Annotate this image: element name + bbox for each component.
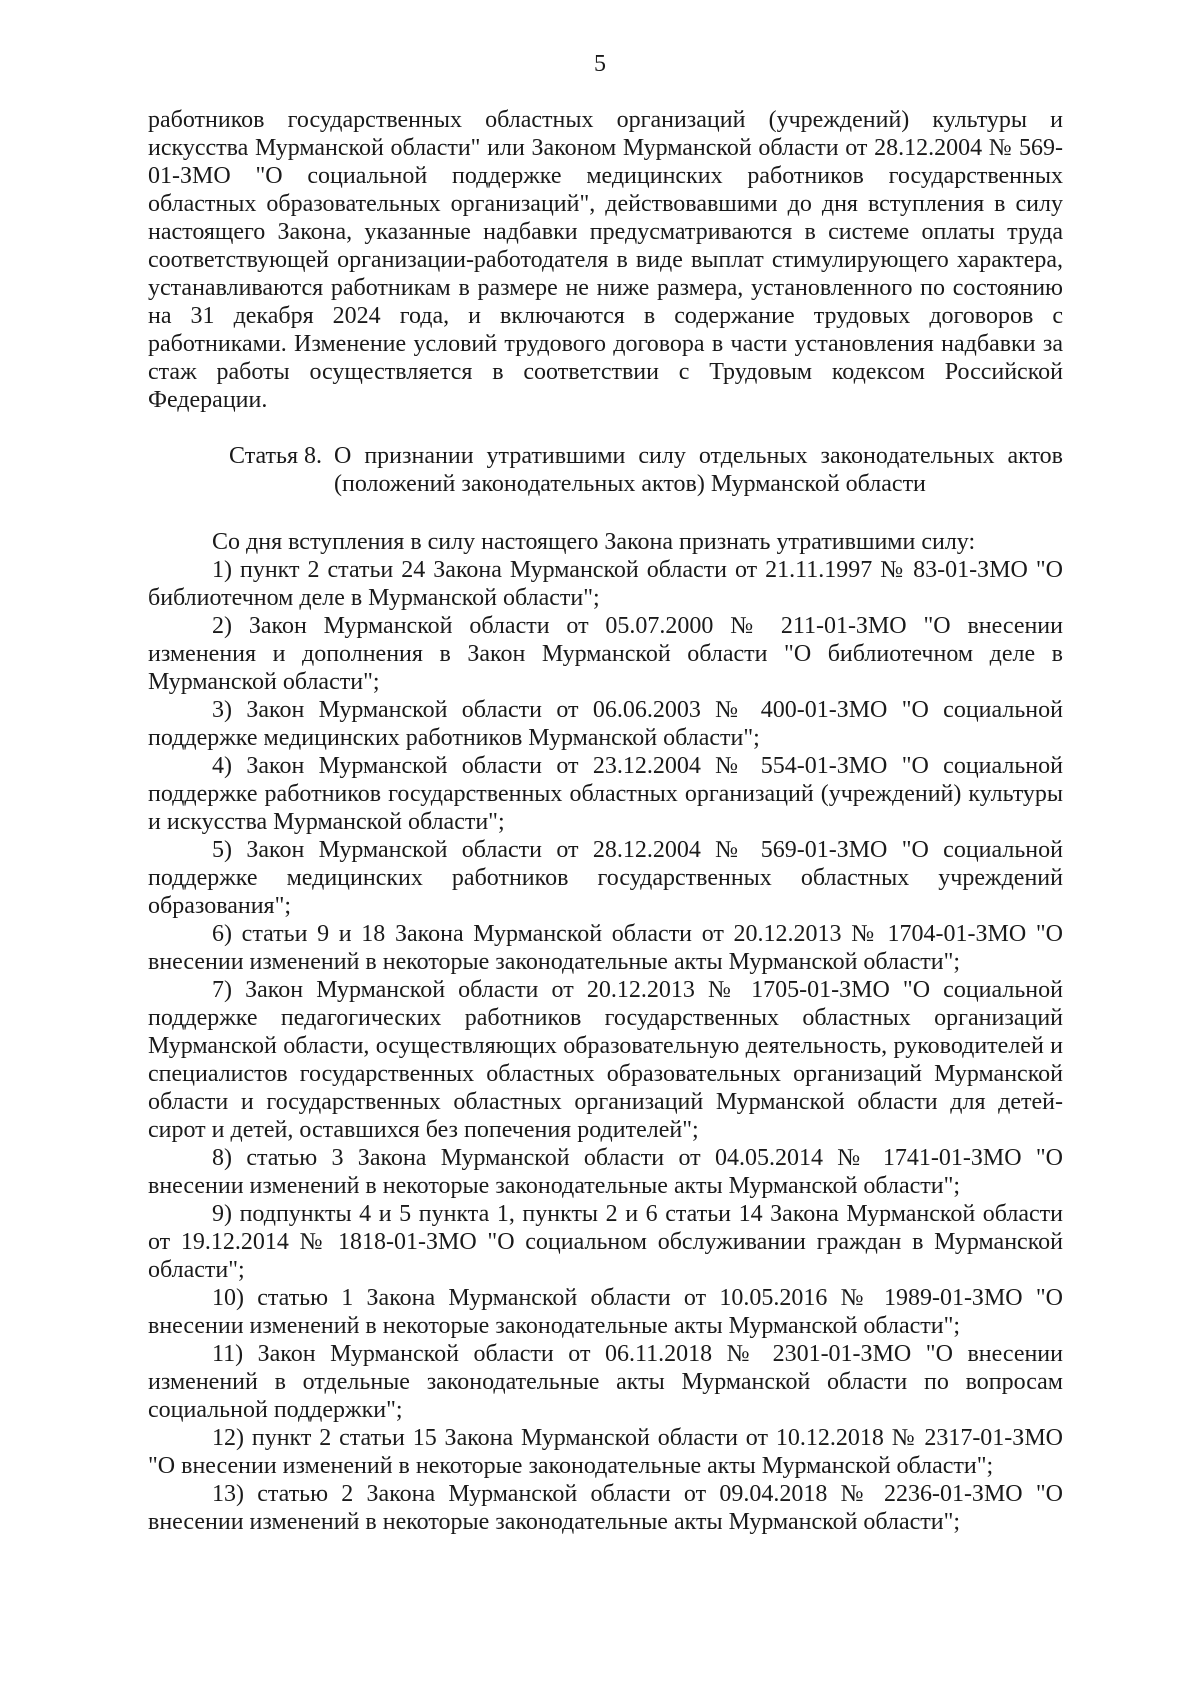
continuation-paragraph: работников государственных областных организаций (учреждений) культуры и искусства Мурманской области" или Законом Мурманской области от 28.12.2004 № 569-01-ЗМО "О социальной поддержке медицинских работников государственных областных образовательных организаций", действовавшими до дня вступления в силу настоящего Закона, указанные надбавки предусматриваются в системе оплаты труда соответствующей организации-работодателя в виде выплат стимулирующего характера, устанавливаются работникам в размере не ниже размера, установленного по состоянию на 31 декабря 2024 года, и включаются в содержание трудовых договоров с работниками. Изменение условий трудового договора в части установления надбавки за стаж работы осуществляется в соответствии с Трудовым кодексом Российской Федерации. — [148, 107, 1063, 413]
list-item: 6) статьи 9 и 18 Закона Мурманской области от 20.12.2013 № 1704-01-ЗМО "О внесении изменений в некоторые законодательные акты Мурманской области"; — [148, 921, 1063, 975]
document-body — [148, 106, 1063, 1536]
list-item: 8) статью 3 Закона Мурманской области от 04.05.2014 № 1741-01-ЗМО "О внесении изменений в некоторые законодательные акты Мурманской области"; — [148, 1145, 1063, 1199]
article-heading — [148, 442, 1063, 498]
list-item: 4) Закон Мурманской области от 23.12.2004 № 554-01-ЗМО "О социальной поддержке работников государственных областных организаций (учреждений) культуры и искусства Мурманской области"; — [148, 753, 1063, 835]
list-item: 3) Закон Мурманской области от 06.06.2003 № 400-01-ЗМО "О социальной поддержке медицинских работников Мурманской области"; — [148, 697, 1063, 751]
list-item: 13) статью 2 Закона Мурманской области от 09.04.2018 № 2236-01-ЗМО "О внесении изменений в некоторые законодательные акты Мурманской области"; — [148, 1481, 1063, 1535]
intro-paragraph: Со дня вступления в силу настоящего Закона признать утратившими силу: — [212, 529, 976, 555]
list-item: 5) Закон Мурманской области от 28.12.2004 № 569-01-ЗМО "О социальной поддержке медицинских работников государственных областных учреждений образования"; — [148, 837, 1063, 919]
repealed-acts-list — [148, 556, 1063, 1536]
list-item: 10) статью 1 Закона Мурманской области от 10.05.2016 № 1989-01-ЗМО "О внесении изменений в некоторые законодательные акты Мурманской области"; — [148, 1285, 1063, 1339]
article-label: Статья 8. — [229, 443, 322, 469]
page-number: 5 — [594, 51, 606, 77]
list-item: 12) пункт 2 статьи 15 Закона Мурманской области от 10.12.2018 № 2317-01-ЗМО "О внесении изменений в некоторые законодательные акты Мурманской области"; — [148, 1425, 1063, 1479]
list-item: 11) Закон Мурманской области от 06.11.2018 № 2301-01-ЗМО "О внесении изменений в отдельные законодательные акты Мурманской области по вопросам социальной поддержки"; — [148, 1341, 1063, 1423]
list-item: 7) Закон Мурманской области от 20.12.2013 № 1705-01-ЗМО "О социальной поддержке педагогических работников государственных областных организаций Мурманской области, осуществляющих образовательную деятельность, руководителей и специалистов государственных областных образовательных организаций Мурманской области и государственных областных организаций Мурманской области для детей-сирот и детей, оставшихся без попечения родителей"; — [148, 977, 1063, 1143]
list-item: 9) подпункты 4 и 5 пункта 1, пункты 2 и 6 статьи 14 Закона Мурманской области от 19.12.2014 № 1818-01-ЗМО "О социальном обслуживании граждан в Мурманской области"; — [148, 1201, 1063, 1283]
list-item: 1) пункт 2 статьи 24 Закона Мурманской области от 21.11.1997 № 83-01-ЗМО "О библиотечном деле в Мурманской области"; — [148, 557, 1063, 611]
article-title: О признании утратившими силу отдельных законодательных актов (положений законодательных актов) Мурманской области — [334, 443, 1063, 497]
list-item: 2) Закон Мурманской области от 05.07.2000 № 211-01-ЗМО "О внесении изменения и дополнения в Закон Мурманской области "О библиотечном деле в Мурманской области"; — [148, 613, 1063, 695]
